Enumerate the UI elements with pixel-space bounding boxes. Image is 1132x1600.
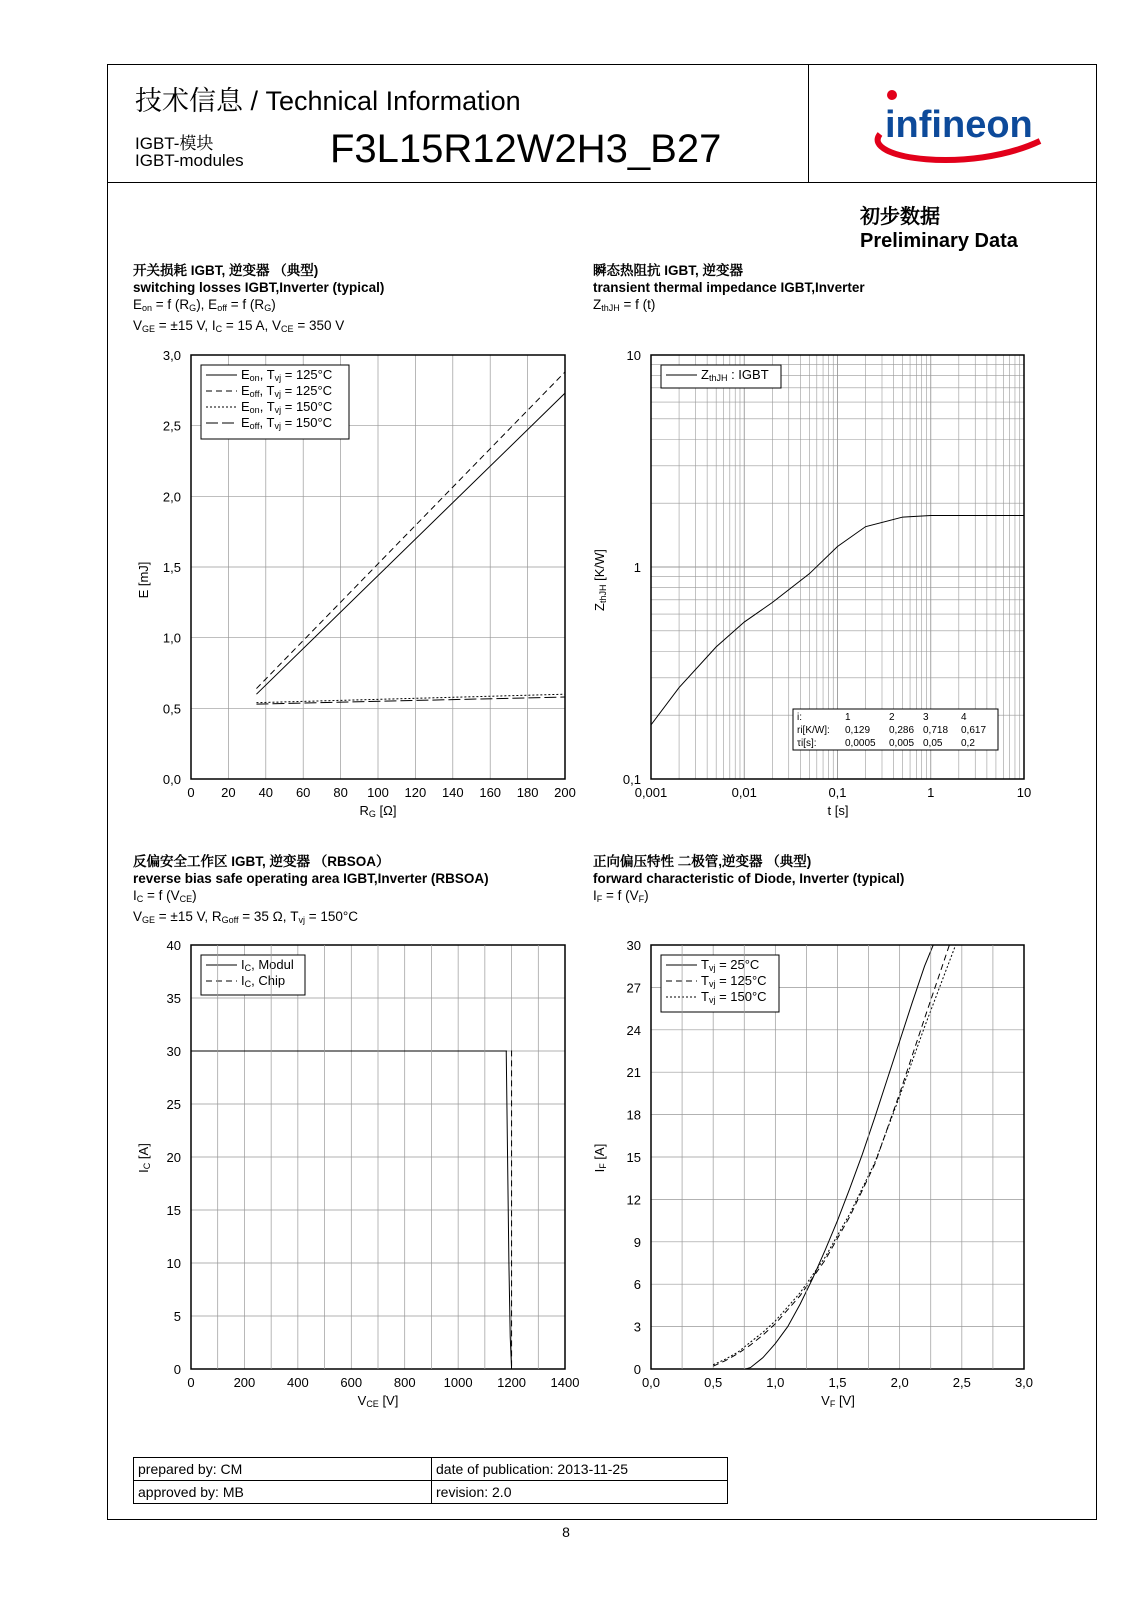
x-tick-label: 200 bbox=[233, 1375, 256, 1390]
x-tick-label: 1,0 bbox=[766, 1375, 785, 1390]
legend-text-part: T bbox=[701, 989, 709, 1004]
x-axis-label: t [s] bbox=[827, 803, 849, 818]
legend-text-part: vj bbox=[274, 405, 282, 415]
legend-text-part: vj bbox=[708, 963, 716, 973]
x-tick-label: 0,5 bbox=[704, 1375, 723, 1390]
x-tick-label: 0,0 bbox=[641, 1375, 661, 1390]
legend-text-part: = 125°C bbox=[715, 973, 767, 988]
x-tick-label: 140 bbox=[441, 785, 464, 800]
legend-text-part: T bbox=[266, 367, 275, 382]
legend-text-part: = 125°C bbox=[281, 367, 333, 382]
y-tick-label: 0,1 bbox=[622, 772, 641, 787]
legend-text-part: I bbox=[241, 957, 245, 972]
x-tick-label: 60 bbox=[295, 785, 311, 800]
legend-text-part: = 150°C bbox=[281, 399, 333, 414]
table-cell: 0,2 bbox=[961, 738, 975, 749]
table-cell: 0,617 bbox=[961, 725, 987, 736]
y-tick-label: 0 bbox=[633, 1362, 641, 1377]
preliminary-cn: 初步数据 bbox=[860, 206, 940, 228]
y-tick-label: 40 bbox=[166, 938, 181, 953]
y-tick-label: 21 bbox=[626, 1065, 641, 1081]
x-tick-label: 800 bbox=[393, 1375, 416, 1390]
legend-text-part: , bbox=[259, 383, 267, 398]
table-cell: 0,05 bbox=[923, 738, 943, 749]
preliminary-en: Preliminary Data bbox=[860, 230, 1018, 252]
legend-text-part: = 150°C bbox=[280, 415, 333, 430]
legend-text-part: T bbox=[701, 957, 709, 972]
conditions: $V_{GE} = \pm 15$ V, $I_C = 15$ A, $V_{CE} = 350$ V bbox=[133, 318, 345, 334]
publication-date: date of publication: 2013-11-25 bbox=[432, 1458, 728, 1481]
section-title-cn: 开关损耗 IGBT, 逆变器 （典型) bbox=[133, 263, 319, 278]
legend-text-part: , bbox=[259, 367, 267, 382]
legend-text-part: E bbox=[241, 367, 250, 382]
legend-text-part: I bbox=[241, 973, 245, 988]
approved-by: approved by: MB bbox=[134, 1481, 432, 1504]
y-axis-label: IF [A] bbox=[592, 1143, 608, 1173]
x-tick-label: 20 bbox=[221, 785, 236, 800]
legend-text-part: C bbox=[244, 979, 252, 989]
legend-text-part: on bbox=[249, 373, 260, 383]
legend-text-part: = 125°C bbox=[280, 383, 333, 398]
x-tick-label: 200 bbox=[554, 785, 576, 800]
y-tick-label: 30 bbox=[166, 1044, 181, 1059]
table-cell: ri[K/W]: bbox=[797, 725, 830, 736]
x-tick-label: 1000 bbox=[443, 1375, 473, 1390]
legend-text-part: , Modul bbox=[251, 957, 294, 972]
x-tick-label: 10 bbox=[1016, 785, 1032, 800]
table-header-cell: 4 bbox=[961, 712, 967, 723]
y-tick-label: 0 bbox=[173, 1362, 181, 1377]
table-cell: τi[s]: bbox=[797, 738, 817, 749]
page-number: 8 bbox=[562, 1524, 570, 1540]
y-axis-label: E [mJ] bbox=[136, 561, 151, 599]
x-axis-label: VCE [V] bbox=[357, 1393, 399, 1409]
y-tick-label: 27 bbox=[626, 980, 641, 996]
legend-text-part: vj bbox=[708, 979, 716, 989]
table-cell: 0,718 bbox=[923, 725, 949, 736]
section-title-en: reverse bias safe operating area IGBT,Inverter (RBSOA) bbox=[133, 871, 489, 886]
y-tick-label: 15 bbox=[626, 1150, 641, 1165]
x-tick-label: 0,01 bbox=[731, 785, 757, 800]
revision: revision: 2.0 bbox=[432, 1481, 728, 1504]
legend-text-part: T bbox=[266, 399, 275, 414]
x-tick-label: 0,1 bbox=[828, 785, 847, 800]
part-number: F3L15R12W2H3_B27 bbox=[330, 127, 722, 171]
section-title-cn: 反偏安全工作区 IGBT, 逆变器 （RBSOA） bbox=[133, 854, 390, 869]
x-tick-label: 2,5 bbox=[952, 1375, 971, 1390]
x-tick-label: 1 bbox=[927, 785, 935, 800]
y-tick-label: 1,5 bbox=[162, 560, 181, 575]
doc-title: 技术信息 / Technical Information bbox=[135, 86, 521, 116]
legend-text-part: , bbox=[259, 399, 267, 414]
y-tick-label: 1,0 bbox=[162, 630, 181, 646]
x-tick-label: 120 bbox=[404, 785, 427, 800]
table-header-cell: 3 bbox=[923, 712, 929, 723]
x-tick-label: 0,001 bbox=[634, 785, 668, 800]
y-tick-label: 6 bbox=[633, 1277, 641, 1293]
prepared-by: prepared by: CM bbox=[134, 1458, 432, 1481]
approval-table bbox=[133, 1457, 728, 1504]
y-tick-label: 0,0 bbox=[162, 772, 181, 787]
y-tick-label: 10 bbox=[626, 348, 641, 363]
table-header-cell: 1 bbox=[845, 712, 851, 723]
table-header-cell: i: bbox=[797, 712, 802, 723]
section-title-en: switching losses IGBT,Inverter (typical) bbox=[133, 280, 385, 295]
table-cell: 0,286 bbox=[889, 725, 915, 736]
table-cell: 0,129 bbox=[845, 725, 871, 736]
y-tick-label: 30 bbox=[626, 938, 641, 953]
x-axis-label: VF [V] bbox=[821, 1393, 855, 1409]
legend-text-part: off bbox=[249, 421, 260, 431]
x-tick-label: 1,5 bbox=[828, 1375, 847, 1390]
legend-text-part: , bbox=[259, 415, 267, 430]
legend-text-part: thJH bbox=[708, 373, 728, 383]
legend-text-part: E bbox=[241, 415, 250, 430]
y-axis-label: IC [A] bbox=[136, 1143, 152, 1173]
y-tick-label: 9 bbox=[633, 1234, 641, 1250]
section-title-cn: 瞬态热阻抗 IGBT, 逆变器 bbox=[593, 263, 744, 278]
legend-text-part: = 25°C bbox=[715, 957, 760, 972]
legend-text-part: E bbox=[241, 399, 250, 414]
y-tick-label: 18 bbox=[626, 1107, 641, 1123]
legend-text-part: E bbox=[241, 383, 250, 398]
x-tick-label: 1400 bbox=[550, 1375, 580, 1390]
y-tick-label: 3,0 bbox=[162, 348, 181, 363]
legend-text-part: T bbox=[266, 383, 275, 398]
y-tick-label: 5 bbox=[173, 1309, 181, 1324]
legend-text-part: vj bbox=[708, 995, 716, 1005]
x-tick-label: 2,0 bbox=[890, 1375, 909, 1390]
x-tick-label: 40 bbox=[258, 785, 274, 800]
y-axis-label: ZthJH [K/W] bbox=[592, 549, 608, 611]
logo-wordmark: infineon bbox=[885, 104, 1033, 146]
x-tick-label: 400 bbox=[287, 1375, 309, 1390]
legend-text-part: T bbox=[701, 973, 709, 988]
legend-text-part: vj bbox=[274, 421, 281, 431]
table-cell: 0,005 bbox=[889, 738, 915, 749]
y-tick-label: 35 bbox=[166, 991, 181, 1006]
x-tick-label: 0 bbox=[187, 785, 195, 800]
formula: $I_F = f$ $(V_F)$ bbox=[593, 888, 649, 904]
x-tick-label: 180 bbox=[516, 785, 539, 800]
y-tick-label: 2,0 bbox=[162, 489, 181, 505]
legend-text-part: , Chip bbox=[251, 973, 286, 988]
y-tick-label: 0,5 bbox=[162, 701, 181, 717]
formula: $Z_{thJH} = f$ (t) bbox=[593, 297, 656, 313]
section-title-en: forward characteristic of Diode, Inverter (typical) bbox=[593, 871, 905, 886]
legend-text-part: = 150°C bbox=[715, 989, 767, 1004]
section-title-en: transient thermal impedance IGBT,Inverter bbox=[593, 280, 865, 295]
table-header-cell: 2 bbox=[889, 712, 895, 723]
formula: $I_C = f$ $(V_{CE})$ bbox=[133, 888, 197, 904]
x-tick-label: 600 bbox=[340, 1375, 363, 1390]
x-tick-label: 100 bbox=[367, 785, 389, 800]
y-tick-label: 2,5 bbox=[162, 418, 181, 434]
formula: $E_{on} = f$ $(R_G)$, $E_{off} = f$ $(R_G)$ bbox=[133, 297, 276, 313]
y-tick-label: 10 bbox=[166, 1256, 181, 1271]
x-tick-label: 80 bbox=[333, 785, 348, 800]
x-axis-label: RG [Ω] bbox=[359, 803, 397, 819]
x-tick-label: 1200 bbox=[497, 1375, 527, 1390]
x-tick-label: 0 bbox=[187, 1375, 195, 1390]
section-title-cn: 正向偏压特性 二极管,逆变器 （典型) bbox=[593, 854, 812, 869]
conditions: $V_{GE} = \pm 15$ V, $R_{Goff} = 35$ Ω, $T_{vj} = 150^\circ C$ bbox=[133, 909, 359, 925]
legend-text-part: vj bbox=[274, 373, 282, 383]
y-tick-label: 3 bbox=[633, 1319, 641, 1335]
x-tick-label: 3,0 bbox=[1014, 1375, 1034, 1390]
legend-text-part: on bbox=[249, 405, 260, 415]
module-label-en: IGBT-modules bbox=[135, 151, 244, 170]
y-tick-label: 25 bbox=[166, 1097, 181, 1112]
y-tick-label: 1 bbox=[633, 560, 641, 575]
legend-text-part: C bbox=[244, 963, 252, 973]
y-tick-label: 12 bbox=[626, 1192, 641, 1208]
y-tick-label: 15 bbox=[166, 1203, 181, 1218]
y-tick-label: 20 bbox=[166, 1150, 181, 1165]
y-tick-label: 24 bbox=[626, 1022, 641, 1038]
table-cell: 0,0005 bbox=[845, 738, 876, 749]
legend-text-part: : IGBT bbox=[727, 367, 769, 382]
legend-text-part: vj bbox=[274, 389, 281, 399]
legend-text-part: T bbox=[266, 415, 275, 430]
module-label-cn: IGBT-模块 bbox=[135, 134, 214, 153]
legend-text-part: off bbox=[249, 389, 260, 399]
x-tick-label: 160 bbox=[479, 785, 502, 800]
legend-text-part: Z bbox=[701, 367, 709, 382]
